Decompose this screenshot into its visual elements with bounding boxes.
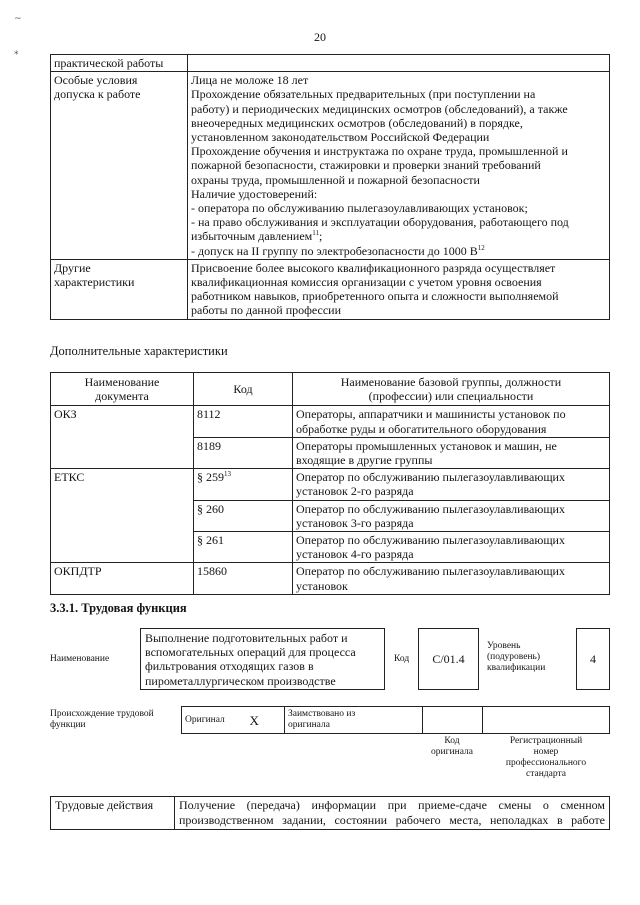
reg-caption (482, 736, 610, 780)
text-line: Оператор по обслуживанию пылегазоулавливающих (296, 564, 565, 579)
code-cell: § 260 (194, 500, 293, 531)
code-cell (194, 469, 293, 500)
name-cell (293, 469, 610, 500)
label-line: допуска к работе (54, 87, 141, 102)
caption-line: профессионального (505, 758, 587, 768)
label-line: Заимствовано из (288, 709, 356, 719)
original-label: Оригинал (182, 707, 247, 734)
text-line: Прохождение обучения и инструктажа по охране труда, промышленной и (191, 144, 568, 159)
table-row (51, 563, 610, 594)
caption-line: Код (444, 736, 460, 746)
caption-line: стандарта (526, 769, 566, 779)
header-name (293, 373, 610, 406)
text-line: входящие в другие группы (296, 453, 433, 468)
name-cell (293, 500, 610, 531)
text-line: установок 3-го разряда (296, 515, 414, 530)
text-line: обработке руды и обогатительного оборудования (296, 421, 547, 436)
page-number: 20 (314, 30, 326, 44)
table-row (51, 532, 610, 563)
table-row (51, 55, 610, 72)
text-line: квалификационная комиссия организации с учетом уровня освоения (191, 275, 542, 290)
code-caption (422, 736, 482, 758)
label-line: Уровень (487, 641, 521, 651)
table-row (51, 72, 610, 260)
text-line: производственном задании, состоянии рабочего места, неполадках в работе (179, 813, 605, 827)
text-line: Выполнение подготовительных работ и (145, 631, 348, 645)
text-line: Операторы промышленных установок и машин, не (296, 438, 557, 453)
function-name-box (140, 628, 385, 690)
text-line: установленном законодательством Российской Федерации (191, 130, 490, 145)
label-line: (подуровень) (487, 652, 541, 662)
text-line (191, 244, 606, 258)
table-row (51, 797, 610, 830)
doc-empty (51, 532, 194, 563)
additional-heading: Дополнительные характеристики (50, 344, 228, 358)
table-row (51, 406, 610, 437)
table-row (51, 500, 610, 531)
text-line: работы по данной профессии (191, 303, 342, 318)
empty-cell (188, 55, 610, 72)
requirements-table (50, 54, 610, 320)
doc-okz: ОКЗ (51, 406, 194, 437)
header-line: Наименование базовой группы, должности (340, 375, 562, 389)
header-line: (профессии) или специальности (368, 389, 534, 404)
practical-work-cell: практической работы (51, 55, 188, 72)
text-line: - на право обслуживания и эксплуатации оборудования, работающего под (191, 215, 569, 230)
text-line: охраны труда, промышленной и пожарной безопасности (191, 172, 480, 187)
function-heading: 3.3.1. Трудовая функция (50, 601, 187, 615)
label-line: Другие (54, 260, 91, 275)
origin-label (50, 709, 154, 731)
caption-line: Регистрационный (509, 736, 583, 746)
header-document (51, 373, 194, 406)
footnote-ref: 11 (312, 229, 319, 238)
actions-table (50, 796, 610, 830)
footnote-ref: 13 (224, 470, 231, 479)
code-cell: 15860 (194, 563, 293, 594)
header-line: документа (95, 389, 149, 404)
actions-label: Трудовые действия (51, 797, 175, 830)
level-value-box: 4 (576, 628, 610, 690)
table-row (51, 469, 610, 500)
additional-table (50, 372, 610, 595)
doc-etks: ЕТКС (51, 469, 194, 500)
electric-text: - допуск на II группу по электробезопасности до 1000 В (191, 243, 478, 258)
table-row (182, 707, 610, 734)
text-line: установок 4-го разряда (296, 547, 414, 562)
original-mark: X (247, 707, 285, 734)
text-line (191, 229, 606, 243)
label-line: характеристики (54, 275, 135, 290)
conditions-text (188, 72, 610, 260)
text-line: установок 2-го разряда (296, 484, 414, 499)
text-line: Лица не моложе 18 лет (191, 73, 309, 88)
label-line: Особые условия (54, 73, 138, 88)
label-line: оригинала (288, 720, 330, 730)
other-text (188, 259, 610, 319)
pressure-tail: ; (319, 229, 323, 244)
table-header-row (51, 373, 610, 406)
code-label: Код (394, 654, 410, 664)
margin-mark-side: * (14, 50, 19, 60)
text-line: работником навыков, приобретенного опыта и сложности выполняемой (191, 289, 559, 304)
table-row (51, 437, 610, 468)
text-line: - оператора по обслуживанию пылегазоулавливающих установок; (191, 201, 528, 216)
level-label (487, 641, 545, 674)
name-cell (293, 437, 610, 468)
text-line: работу) и периодических медицинских осмотров (обследований), а также (191, 101, 568, 116)
text-line: Получение (передача) информации при приеме-сдаче смены о сменном (179, 798, 605, 812)
footnote-ref: 12 (477, 243, 485, 252)
other-label (51, 259, 188, 319)
name-cell (293, 532, 610, 563)
doc-okpdtr: ОКПДТР (51, 563, 194, 594)
doc-empty (51, 500, 194, 531)
text-line: фильтрования отходящих газов в (145, 659, 314, 674)
name-cell (293, 563, 610, 594)
label-line: квалификации (487, 663, 546, 673)
conditions-label (51, 72, 188, 260)
name-cell (293, 406, 610, 437)
code-cell: § 261 (194, 532, 293, 563)
text-line: Оператор по обслуживанию пылегазоулавливающих (296, 501, 565, 516)
text-line: пожарной безопасности, стажировки и проверки знаний требований (191, 158, 541, 173)
reg-number-cell (483, 707, 610, 734)
text-line: вспомогательных операций для процесса (145, 645, 356, 660)
text-line: Наличие удостоверений: (191, 186, 318, 201)
table-row (51, 259, 610, 319)
text-line: установок (296, 578, 348, 593)
text-line: пирометаллургическом производстве (145, 673, 336, 688)
text-line: Оператор по обслуживанию пылегазоулавливающих (296, 533, 565, 548)
text-line: внеочередных медицинских осмотров (обследований) в порядке, (191, 115, 523, 130)
code-cell: 8112 (194, 406, 293, 437)
code-cell: 8189 (194, 437, 293, 468)
text-line: Присвоение более высокого квалификационного разряда осуществляет (191, 260, 556, 275)
text-line: Прохождение обязательных предварительных (при поступлении на (191, 87, 536, 102)
origin-table (181, 706, 610, 734)
text-line: Операторы, аппаратчики и машинисты установок по (296, 407, 566, 422)
actions-text (175, 797, 610, 830)
label-line: функции (50, 720, 86, 730)
text-line: Оператор по обслуживанию пылегазоулавливающих (296, 470, 565, 485)
margin-mark-top: ~ (14, 14, 22, 24)
name-label: Наименование (50, 654, 110, 664)
pressure-text: избыточным давлением (191, 229, 313, 244)
caption-line: номер (533, 747, 559, 757)
function-code-box: C/01.4 (418, 628, 479, 690)
header-code: Код (194, 373, 293, 406)
borrowed-label (285, 707, 423, 734)
label-line: Происхождение трудовой (50, 709, 154, 719)
code-text: § 259 (197, 470, 224, 485)
header-line: Наименование (84, 375, 160, 389)
doc-empty (51, 437, 194, 468)
caption-line: оригинала (431, 747, 473, 757)
original-code-cell (423, 707, 483, 734)
